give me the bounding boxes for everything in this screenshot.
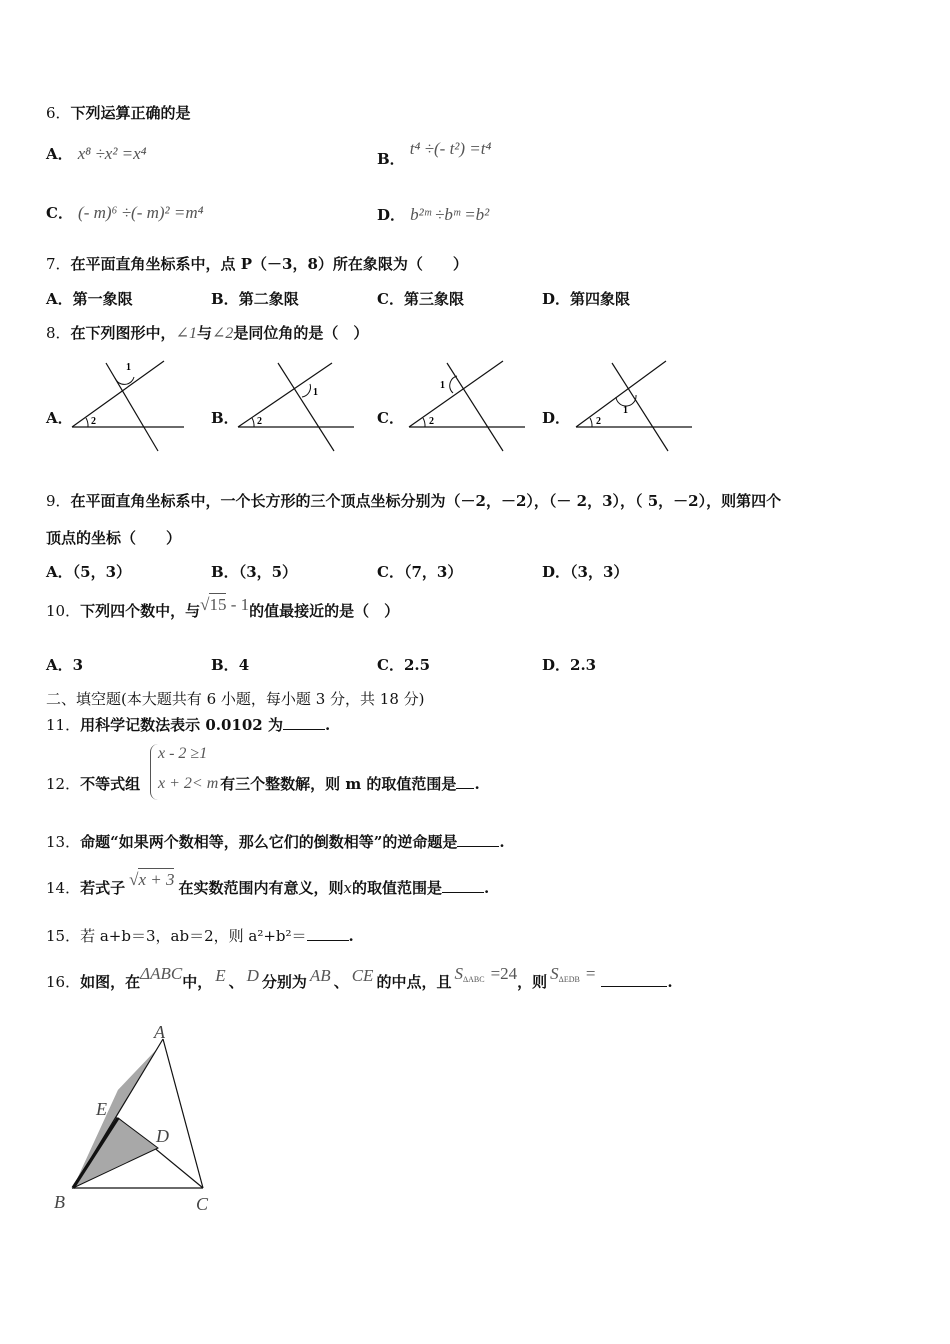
q8-number: 8． [46, 324, 71, 342]
q11-end: . [324, 716, 331, 734]
q16-text-3: 分别为 [261, 973, 307, 991]
q9-stem-line1 [46, 490, 781, 511]
q16-area-edb-sub: ΔEDB [558, 975, 580, 984]
q11-stem [46, 714, 330, 735]
q16-text-5: ，则 [517, 973, 548, 991]
q16-label-a: A [154, 1022, 165, 1042]
q7-option-d-text: 第四象限 [570, 290, 631, 308]
q16-label-b: B [54, 1192, 65, 1212]
q10-option-b [211, 654, 249, 675]
q12-inequality-1: x - 2 ≥1 [158, 745, 208, 762]
q9-option-c-label: C． [377, 563, 404, 581]
q10-radicand: 15 [209, 595, 227, 614]
q8-b-angle1-label: 1 [313, 387, 318, 398]
q6-option-a-expr: x⁸ ÷x² =x⁴ [77, 144, 147, 163]
q7-stem [46, 253, 468, 274]
q6-option-c-expr: (- m)⁶ ÷(- m)² =m⁴ [78, 203, 204, 222]
q9-option-d-text: （3，3） [570, 563, 629, 581]
q16-text-4: 的中点，且 [376, 973, 452, 991]
q8-angle1: ∠1 [175, 325, 197, 342]
q7-option-c [377, 288, 464, 309]
q10-option-c-text: 2.5 [403, 656, 431, 674]
q8-a-angle2-label: 2 [91, 416, 96, 427]
q10-option-a-text: 3 [72, 656, 84, 674]
q6-number: 6． [46, 104, 71, 122]
q7-option-a [46, 288, 133, 309]
q8-option-d-label: D． [542, 409, 571, 427]
q16-segment-ce: CE [351, 966, 374, 985]
q8-d-angle2-label: 2 [596, 416, 601, 427]
q8-text-c: 是同位角的是（ ） [233, 324, 369, 342]
q10-option-a-label: A． [46, 656, 73, 674]
q8-figure-d [572, 355, 697, 455]
q8-figure-b [236, 355, 361, 455]
q8-option-b-label: B． [211, 409, 239, 427]
q9-stem-line2: 顶点的坐标（ ） [46, 529, 182, 547]
q6-option-c-label: C． [46, 204, 73, 222]
q15-answer-blank[interactable] [307, 926, 349, 941]
q6-option-b-label: B． [377, 150, 405, 168]
q10-option-d-text: 2.3 [570, 656, 597, 674]
q16-text-2: 中， [182, 973, 213, 991]
q11-answer-blank[interactable] [283, 715, 325, 730]
q10-sqrt-expr: √15 - 1 [200, 595, 250, 614]
q8-figure-c [405, 355, 530, 455]
q10-option-d [542, 654, 596, 675]
q14-answer-blank[interactable] [442, 878, 484, 893]
q16-area-abc-sub: ΔABC [462, 975, 485, 984]
q8-option-a-label: A． [46, 409, 73, 427]
q12-stem [46, 773, 480, 794]
q12-text-a: 不等式组 [80, 775, 141, 793]
q7-option-b-text: 第二象限 [238, 290, 299, 308]
q15-end: . [348, 927, 354, 945]
q10-option-b-text: 4 [238, 656, 250, 674]
q10-option-d-label: D． [542, 656, 571, 674]
q10-number: 10． [46, 602, 81, 620]
q16-area-edb-eq: = [585, 964, 596, 983]
q12-end: . [474, 775, 480, 793]
q8-d-angle1-label: 1 [623, 405, 628, 416]
q10-option-b-label: B． [211, 656, 239, 674]
q14-text-a: 若式子 [80, 879, 126, 897]
q10-text-a: 下列四个数中，与 [80, 602, 201, 620]
q11-number: 11． [46, 716, 81, 734]
q16-area-abc-s: S [454, 964, 463, 983]
q6-option-a [46, 143, 147, 164]
q8-c-angle1-label: 1 [440, 380, 445, 391]
q8-stem [46, 322, 368, 343]
q14-sqrt-expr: √x + 3 [129, 870, 175, 889]
q16-triangle-figure [50, 1018, 230, 1218]
q16-point-d: D [246, 966, 259, 985]
q16-segment-ab: AB [309, 966, 331, 985]
q9-text-line1: 在平面直角坐标系中，一个长方形的三个顶点坐标分别为（－2，－2），（－ 2，3），（ 5，－2），则第四个 [70, 492, 782, 510]
q13-text: 命题“如果两个数相等，那么它们的倒数相等”的逆命题是 [80, 833, 458, 851]
q6-option-b [377, 138, 492, 168]
q16-area-abc [451, 964, 517, 983]
q8-b-angle2-label: 2 [257, 416, 262, 427]
q16-text-1: 如图，在 [80, 973, 141, 991]
q14-var: x [343, 879, 352, 897]
q16-area-edb-s: S [550, 964, 559, 983]
q6-option-d-expr: b²ᵐ ÷bᵐ =b² [410, 205, 490, 224]
q16-triangle: ΔABC [140, 964, 183, 983]
q6-stem [46, 102, 191, 123]
q16-end: . [667, 973, 673, 991]
q10-minus: - 1 [226, 595, 250, 614]
q8-option-c-label: C． [377, 409, 404, 427]
q11-text: 用科学记数法表示 0.0102 为 [80, 716, 283, 734]
q9-option-d [542, 561, 628, 582]
q10-option-c-label: C． [377, 656, 404, 674]
q16-sep: 、 [228, 973, 244, 991]
q12-answer-blank[interactable] [456, 774, 474, 789]
q7-option-c-text: 第三象限 [403, 290, 464, 308]
q14-text-c: 的取值范围是 [351, 879, 442, 897]
q16-point-e: E [215, 966, 226, 985]
q13-stem [46, 831, 505, 852]
q16-stem [46, 964, 673, 992]
q7-number: 7． [46, 255, 71, 273]
q6-option-d [377, 204, 489, 225]
q16-number: 16． [46, 973, 81, 991]
q14-radicand: x + 3 [138, 870, 175, 889]
q6-option-a-label: A． [46, 145, 73, 163]
q6-option-c [46, 202, 204, 223]
q16-label-e: E [96, 1099, 107, 1119]
q12-inequality-2: x + 2< m [158, 775, 219, 792]
q16-area-edb [547, 964, 595, 983]
q7-text: 在平面直角坐标系中，点 P（－3，8）所在象限为（ ） [70, 255, 468, 273]
q14-end: . [483, 879, 490, 897]
q8-angle2: ∠2 [211, 325, 234, 342]
q7-option-d [542, 288, 630, 309]
q9-option-a-text: （5，3） [72, 563, 132, 581]
q14-number: 14． [46, 879, 81, 897]
q10-text-b: 的值最接近的是（ ） [249, 602, 400, 620]
q13-end: . [499, 833, 505, 851]
q9-option-c [377, 561, 462, 582]
q10-option-c [377, 654, 430, 675]
q10-option-a [46, 654, 83, 675]
q9-option-b-text: （3，5） [238, 563, 298, 581]
q13-number: 13． [46, 833, 81, 851]
q7-option-d-label: D． [542, 290, 571, 308]
q16-area-abc-value: =24 [490, 964, 518, 983]
q6-text: 下列运算正确的是 [70, 104, 191, 122]
q9-option-b [211, 561, 297, 582]
q9-option-c-text: （7，3） [403, 563, 463, 581]
q10-stem [46, 595, 400, 621]
q15-number: 15． [46, 927, 81, 945]
q12-text-b: 有三个整数解，则 m 的取值范围是 [220, 775, 457, 793]
q8-text-a: 在下列图形中， [70, 324, 176, 342]
q14-text-b: 在实数范围内有意义，则 [178, 879, 344, 897]
q6-option-d-label: D． [377, 206, 406, 224]
q9-option-b-label: B． [211, 563, 239, 581]
q7-option-a-text: 第一象限 [72, 290, 133, 308]
q16-label-c: C [196, 1194, 209, 1214]
q9-number: 9． [46, 492, 71, 510]
q8-a-angle1-label: 1 [126, 362, 131, 373]
q8-figure-a [70, 355, 190, 455]
q7-option-b-label: B． [211, 290, 239, 308]
q15-text: 若 a+b＝3，ab＝2，则 a²+b²＝ [80, 927, 307, 945]
q6-option-b-expr: t⁴ ÷(- t²) =t⁴ [409, 139, 492, 158]
q13-answer-blank[interactable] [457, 832, 499, 847]
section-2-heading: 二、填空题(本大题共有 6 小题，每小题 3 分，共 18 分) [46, 690, 425, 708]
q14-stem [46, 870, 490, 898]
q7-option-b [211, 288, 299, 309]
q12-number: 12． [46, 775, 81, 793]
q9-option-a-label: A． [46, 563, 73, 581]
q16-answer-blank[interactable] [601, 972, 667, 987]
q15-stem [46, 925, 354, 946]
q8-c-angle2-label: 2 [429, 416, 434, 427]
q16-label-d: D [156, 1126, 169, 1146]
q7-option-a-label: A． [46, 290, 73, 308]
q9-option-d-label: D． [542, 563, 571, 581]
q16-sep2: 、 [333, 973, 349, 991]
q9-option-a [46, 561, 131, 582]
q7-option-c-label: C． [377, 290, 404, 308]
q8-text-b: 与 [196, 324, 212, 342]
